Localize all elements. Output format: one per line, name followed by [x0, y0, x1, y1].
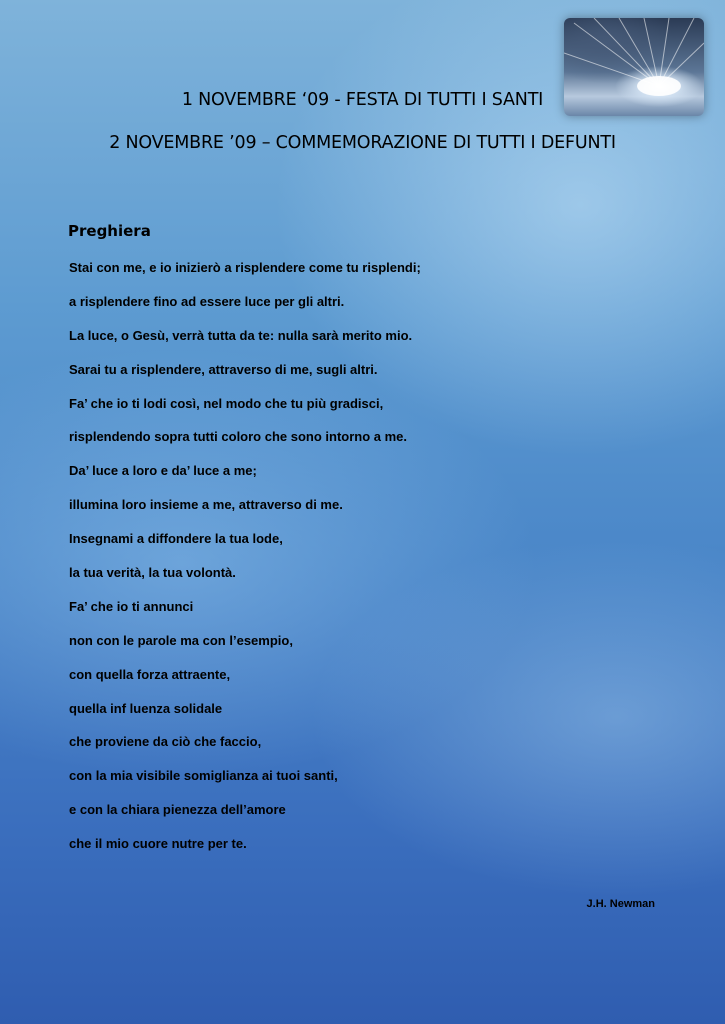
- prayer-line: non con le parole ma con l’esempio,: [69, 632, 293, 648]
- prayer-line: La luce, o Gesù, verrà tutta da te: nulla sarà merito mio.: [69, 327, 413, 343]
- prayer-line: che il mio cuore nutre per te.: [69, 836, 247, 852]
- prayer-line: Fa’ che io ti annunci: [69, 598, 194, 614]
- prayer-line: quella inf luenza solidale: [69, 700, 223, 716]
- prayer-author: J.H. Newman: [586, 898, 655, 910]
- prayer-line: Insegnami a diffondere la tua lode,: [69, 531, 283, 547]
- prayer-text: [69, 258, 421, 868]
- prayer-line: risplendendo sopra tutti coloro che sono intorno a me.: [69, 429, 408, 445]
- prayer-line: illumina loro insieme a me, attraverso di me.: [69, 497, 343, 513]
- prayer-heading: Preghiera: [68, 222, 151, 240]
- title-commemoration-dead: 2 NOVEMBRE ’09 – COMMEMORAZIONE DI TUTTI I DEFUNTI: [109, 133, 616, 153]
- prayer-line: Da’ luce a loro e da’ luce a me;: [69, 463, 257, 479]
- prayer-line: e con la chiara pienezza dell’amore: [69, 802, 286, 818]
- prayer-line: Sarai tu a risplendere, attraverso di me, sugli altri.: [69, 361, 378, 377]
- prayer-line: la tua verità, la tua volontà.: [69, 565, 236, 581]
- prayer-line: che proviene da ciò che faccio,: [69, 734, 262, 750]
- prayer-line: con quella forza attraente,: [69, 666, 231, 682]
- prayer-line: con la mia visibile somiglianza ai tuoi santi,: [69, 768, 338, 784]
- prayer-line: Fa’ che io ti lodi così, nel modo che tu più gradisci,: [69, 395, 384, 411]
- prayer-line: Stai con me, e io inizierò a risplendere come tu risplendi;: [69, 260, 421, 275]
- prayer-line: a risplendere fino ad essere luce per gli altri.: [69, 293, 345, 309]
- title-feast-all-saints: 1 NOVEMBRE ‘09 - FESTA DI TUTTI I SANTI: [181, 90, 544, 110]
